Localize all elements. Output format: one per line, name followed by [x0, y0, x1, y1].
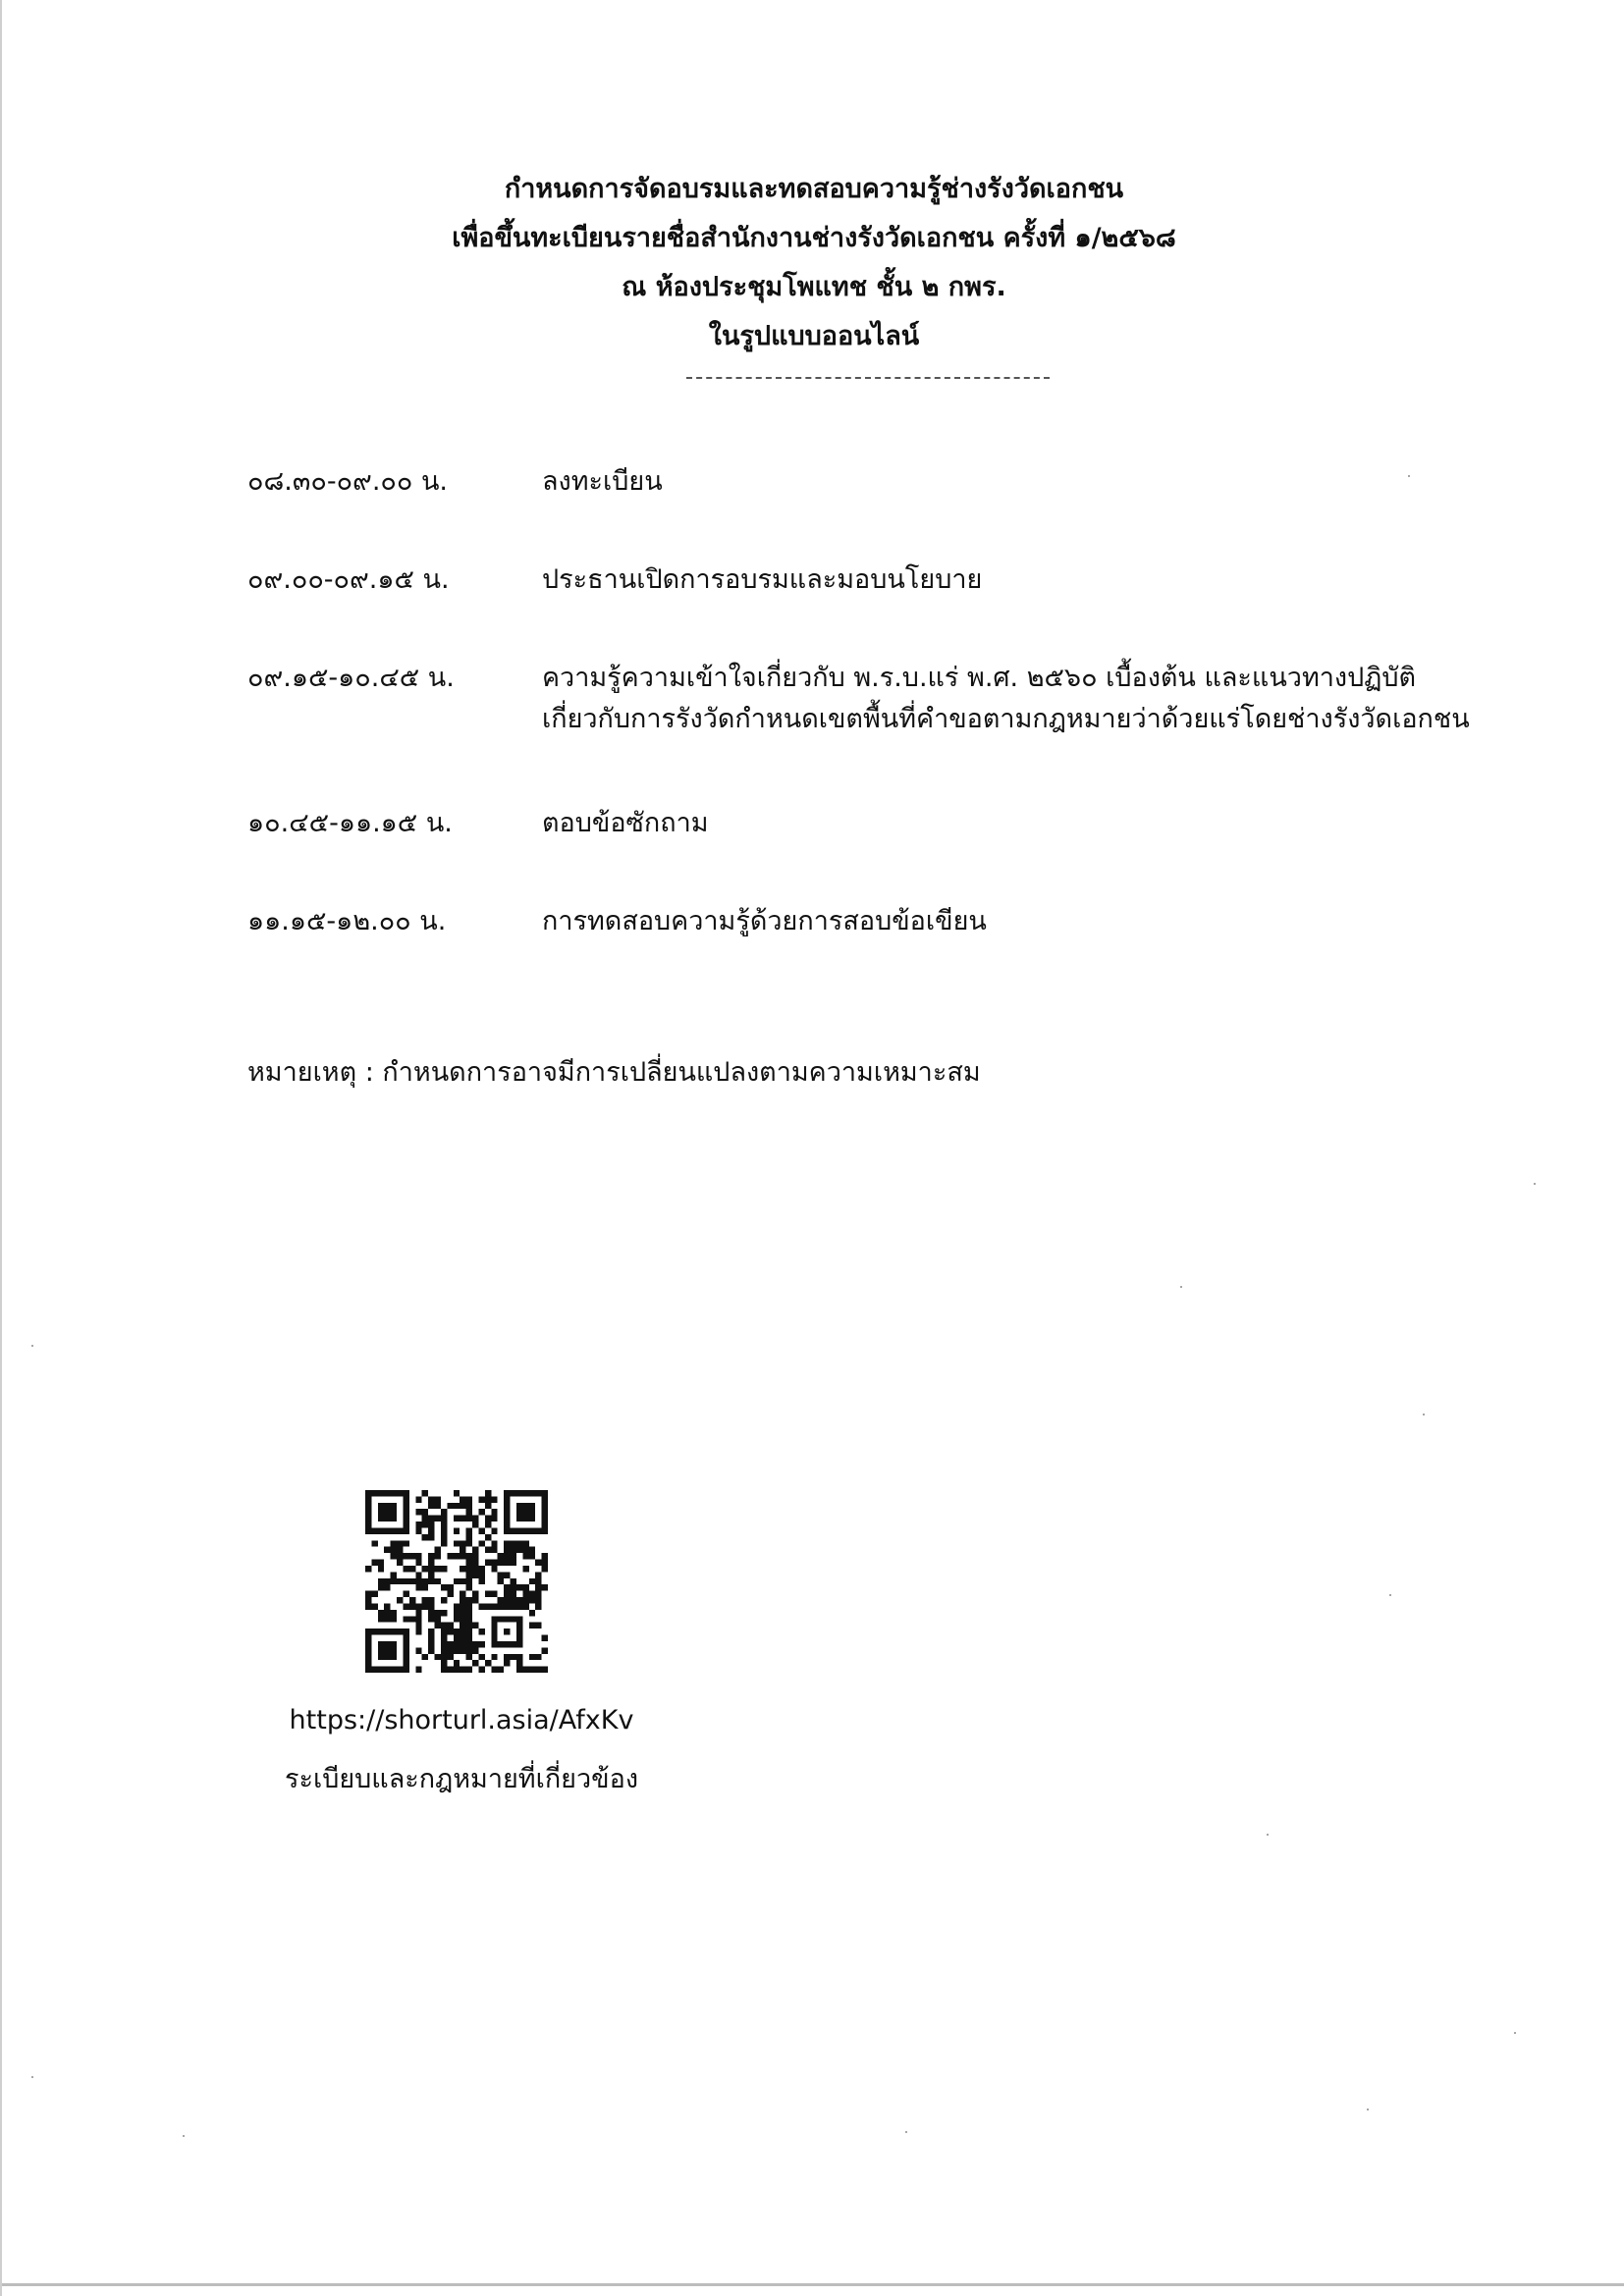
scan-speck: [905, 2131, 907, 2133]
schedule-activity-line: ลงทะเบียน: [542, 466, 663, 497]
qr-caption: ระเบียบและกฎหมายที่เกี่ยวข้อง: [284, 1764, 639, 1794]
scan-speck: [1534, 1183, 1536, 1185]
schedule-activity-line: ประธานเปิดการอบรมและมอบนโยบาย: [542, 564, 983, 595]
schedule-activity-line: การทดสอบความรู้ด้วยการสอบข้อเขียน: [542, 906, 987, 936]
scan-speck: [1389, 1594, 1391, 1596]
header-title: กำหนดการจัดอบรมและทดสอบความรู้ช่างรังวัดเอกชน: [504, 174, 1124, 204]
scan-speck: [1514, 2032, 1516, 2034]
document-header: [2, 165, 1624, 361]
header-divider: [686, 377, 1050, 379]
schedule-time: ๑๑.๑๕-๑๒.๐๐ น.: [247, 906, 447, 936]
header-venue: ณ ห้องประชุมโพแทช ชั้น ๒ กพร.: [622, 272, 1006, 302]
header-format: ในรูปแบบออนไลน์: [708, 321, 920, 351]
scan-speck: [1267, 1834, 1269, 1836]
schedule-time: ๐๙.๐๐-๐๙.๑๕ น.: [247, 564, 450, 595]
schedule-activity: [542, 901, 1534, 942]
scan-speck: [31, 2076, 33, 2078]
scan-speck: [1408, 475, 1410, 477]
header-subtitle: เพื่อขึ้นทะเบียนรายชื่อสำนักงานช่างรังวัดเอกชน ครั้งที่ ๑/๒๕๖๘: [452, 223, 1176, 253]
schedule-time: ๐๙.๑๕-๑๐.๔๕ น.: [247, 663, 455, 693]
scan-speck: [183, 2135, 185, 2137]
page-bottom-edge: [2, 2283, 1624, 2286]
schedule-activity-line: ตอบข้อซักถาม: [542, 808, 709, 838]
scan-speck: [31, 1345, 33, 1347]
schedule-activity: [542, 560, 1534, 601]
scan-speck: [1423, 1414, 1425, 1415]
schedule-activity: [542, 461, 1534, 503]
schedule-activity-line: ความรู้ความเข้าใจเกี่ยวกับ พ.ร.บ.แร่ พ.ศ. ๒๕๖๐ เบื้องต้น และแนวทางปฏิบัติ: [542, 663, 1417, 693]
remark-note: หมายเหตุ : กำหนดการอาจมีการเปลี่ยนแปลงตามความเหมาะสม: [247, 1057, 981, 1088]
qr-code-icon[interactable]: [365, 1490, 548, 1673]
schedule-activity: [542, 803, 1534, 844]
schedule-time: ๑๐.๔๕-๑๑.๑๕ น.: [247, 808, 453, 838]
schedule-activity-line: เกี่ยวกับการรังวัดกำหนดเขตพื้นที่คำขอตามกฎหมายว่าด้วยแร่โดยช่างรังวัดเอกชน: [542, 704, 1470, 734]
schedule-time: ๐๘.๓๐-๐๙.๐๐ น.: [247, 466, 448, 497]
qr-link-url[interactable]: https://shorturl.asia/AfxKv: [289, 1705, 634, 1735]
schedule-activity: [542, 658, 1534, 740]
scan-speck: [1180, 1286, 1182, 1288]
scan-speck: [1367, 2109, 1369, 2110]
